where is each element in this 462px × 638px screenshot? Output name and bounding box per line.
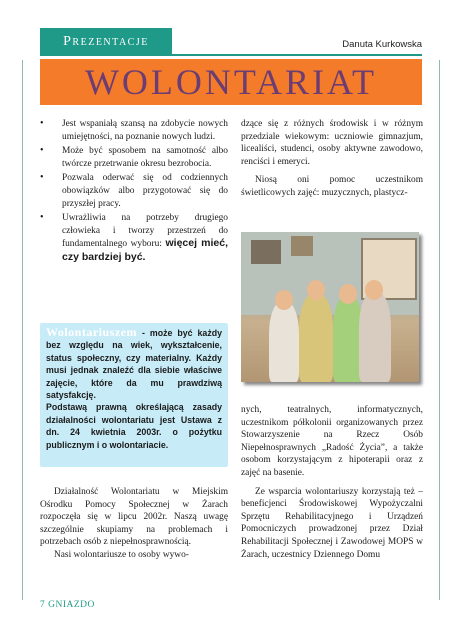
bullet-list — [40, 118, 228, 265]
header-rule — [40, 54, 422, 56]
paragraph: nych, teatralnych, informatycznych, uczestnikom półkolonii organizowanych przez Stowarzyszenie na Rzecz Osób Niepełnosprawnych „Radość Życia”, a także osobom korzystającym z hipoterapii oraz z zajęć na basenie. — [241, 405, 423, 478]
right-column-top — [241, 118, 423, 200]
bullet-item: • Uwrażliwia na potrzeby drugiego człowieka i tworzy przestrzeń do fundamentalnego wyboru: więcej mieć, czy bardziej być. — [40, 212, 229, 263]
bullet-dot-icon: • — [40, 212, 44, 224]
paragraph: Niosą oni pomoc uczestnikom świetlicowych zajęć: muzycznych, plastycz- — [241, 175, 423, 198]
bullet-emphasis: więcej mieć, czy bardziej być. — [62, 237, 229, 263]
paragraph: Ze wsparcia wolontariuszy korzystają też – beneficjenci Środowiskowej Wypożyczalni Sprzętu Rehabilitacyjnego i Urządzeń Pomocniczych prowadzonej przez Dział Rehabilitacji Społecznej i Zawodowej MOPS w Żarach, uczestnicy Dziennego Domu — [241, 486, 423, 560]
bullet-dot-icon: • — [40, 118, 44, 129]
left-column-bottom — [40, 486, 228, 562]
bullet-item: • Pozwala oderwać się od codziennych obowiązków albo przygotować się do przyszłej pracy. — [40, 172, 228, 209]
section-tab: Prezentacje — [40, 28, 172, 56]
page-footer: 7 GNIAZDO — [40, 600, 95, 610]
children-photo — [241, 232, 419, 382]
right-column-bottom — [241, 404, 423, 561]
bullet-item: • Jest wspaniałą szansą na zdobycie nowych umiejętności, na poznanie nowych ludzi. — [40, 118, 228, 142]
article-title: WOLONTARIAT — [84, 62, 378, 102]
bullet-item: • Może być sposobem na samotność albo twórcze przetrwanie okresu bezrobocia. — [40, 145, 228, 169]
bullet-dot-icon: • — [40, 145, 44, 157]
info-box-legal: Podstawą prawną określającą zasady działalności wolontariatu jest Ustawa z dn. 24 kwietnia 2003r. o pożytku publicznym i o wolontariacie. — [46, 402, 222, 450]
paragraph: dzące się z różnych środowisk i w różnym przedziale wiekowym: uczniowie gimnazjum, licealiści, studenci, osoby aktywne zawodowo, renciści i emeryci. — [241, 119, 423, 167]
info-box-text: Wolontariuszem - może być każdy bez względu na wiek, wykształcenie, status społeczny, czy materialny. Każdy musi jednak znaleźć dla siebie właściwe zajęcie, które da mu prawdziwą satysfakcję. Podstawą prawną określającą zasady działalności wolontariatu jest Ustawa z dn. 24 kwietnia 2003r. o pożytku publicznym i o wolontariacie. — [46, 325, 222, 450]
bullet-dot-icon: • — [40, 172, 44, 184]
paragraph: Nasi wolontariusze to osoby wywo- — [54, 549, 189, 560]
paragraph: Działalność Wolontariatu w Miejskim Ośrodku Pomocy Społecznej w Żarach rozpoczęła się w lipcu 2002r. Naszą uwagę szczególnie skupiamy na problemach i potrzebach osób z niepełnosprawnością. — [40, 487, 228, 548]
left-column — [40, 118, 228, 267]
author-name: Danuta Kurkowska — [342, 39, 422, 50]
right-margin-rule — [439, 60, 440, 600]
left-margin-rule — [22, 60, 23, 600]
info-box-lead: Wolontariuszem — [46, 325, 137, 339]
